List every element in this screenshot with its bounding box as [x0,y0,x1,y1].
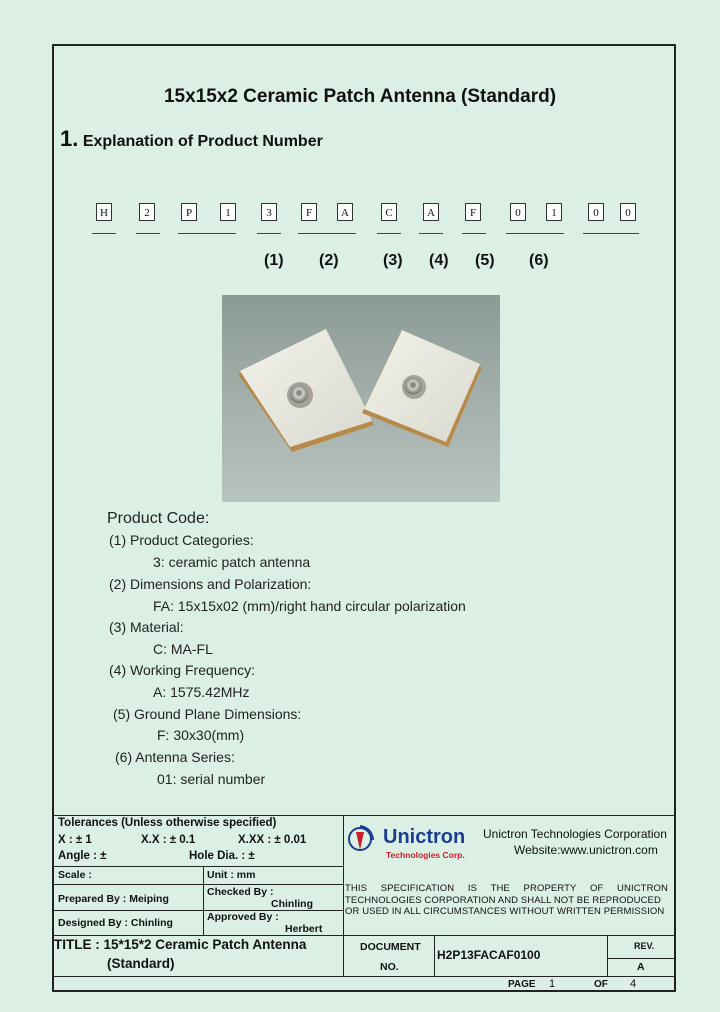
tolerances-heading: Tolerances (Unless otherwise specified) [58,817,277,829]
tolerances-cell [52,815,344,867]
underline [257,233,281,234]
product-number-char: 1 [220,203,236,221]
product-number-char: F [465,203,481,221]
document-title: 15x15x2 Ceramic Patch Antenna (Standard) [163,86,557,107]
rev-label: REV. [634,941,655,951]
underline [136,233,160,234]
tolerance-angle: Angle : ± [58,850,107,862]
document-label-cell [343,935,435,977]
antenna-photo-illustration [222,295,500,502]
spec-line-3: OR USED IN ALL CIRCUMSTANCES WITHOUT WRITTEN PERMISSION [345,906,665,917]
code-item-2-value: FA: 15x15x02 (mm)/right hand circular polarization [153,598,466,614]
unit-cell [203,866,344,885]
company-logo [346,824,376,859]
of-label: OF [594,979,608,990]
underline [419,233,443,234]
total-pages: 4 [630,978,637,990]
product-code-heading: Product Code: [107,510,210,527]
approved-by-label: Approved By : [207,911,279,923]
product-number-char: 2 [139,203,155,221]
code-item-1-label: (1) Product Categories: [109,532,254,548]
globe-icon [346,824,376,854]
rev-value: A [637,961,645,973]
underline [506,233,564,234]
rev-label-cell [607,935,676,959]
checked-cell [203,884,344,911]
product-number-char: A [423,203,439,221]
prepared-cell [52,884,204,911]
product-number-char: 0 [510,203,526,221]
underline [298,233,356,234]
product-number-char: H [96,203,112,221]
scale-label: Scale : [58,869,92,881]
title-cell [52,935,344,977]
underline [92,233,116,234]
group-label-5: (5) [475,252,495,269]
code-item-6-label: (6) Antenna Series: [115,749,235,765]
document-label: DOCUMENT [360,941,421,953]
tolerance-xx: X.X : ± 0.1 [141,834,196,846]
group-label-6: (6) [529,252,549,269]
code-item-3-value: C: MA-FL [153,641,213,657]
underline [377,233,401,234]
prepared-by: Prepared By : Meiping [58,893,169,905]
code-item-2-label: (2) Dimensions and Polarization: [109,576,312,592]
approved-by-name: Herbert [285,923,323,935]
product-number-char: 3 [261,203,277,221]
section-heading [60,126,323,152]
product-number-char: 0 [620,203,636,221]
title-block-divider [343,815,344,885]
code-item-4-label: (4) Working Frequency: [109,662,256,678]
logo-subtext: Technologies Corp. [386,850,465,860]
page-label: PAGE [508,979,536,990]
group-label-4: (4) [429,252,449,269]
product-number-char: 1 [546,203,562,221]
drawing-title-2: (Standard) [107,956,175,971]
underline [178,233,236,234]
spec-line-2: TECHNOLOGIES CORPORATION AND SHALL NOT BE REPRODUCED [345,894,661,906]
section-number: 1. [60,126,79,151]
product-number-char: F [301,203,317,221]
code-item-5-label: (5) Ground Plane Dimensions: [113,706,302,722]
checked-by-name: Chinling [271,898,313,910]
logo-text: Unictron [383,826,466,848]
underline [462,233,486,234]
tolerance-x: X : ± 1 [58,834,92,846]
designed-cell [52,910,204,936]
product-number-char: A [337,203,353,221]
designed-by: Designed By : Chinling [58,917,173,929]
group-label-1: (1) [264,252,284,269]
code-item-3-label: (3) Material: [109,619,184,635]
group-label-2: (2) [319,252,339,269]
no-label: NO. [380,961,399,973]
unit-label: Unit : mm [207,869,256,881]
underline [583,233,639,234]
tolerance-hole-dia: Hole Dia. : ± [189,850,255,862]
section-title: Explanation of Product Number [82,133,323,150]
product-number-char: P [181,203,197,221]
page-number: 1 [549,978,556,990]
checked-by-label: Checked By : [207,886,274,898]
code-item-4-value: A: 1575.42MHz [153,684,250,700]
code-item-6-value: 01: serial number [157,771,266,787]
document-number: H2P13FACAF0100 [437,948,541,962]
drawing-title: TITLE : 15*15*2 Ceramic Patch Antenna [54,937,307,952]
scale-cell [52,866,204,885]
group-label-3: (3) [383,252,403,269]
document-number-cell [434,935,608,977]
spec-notice [345,883,668,918]
code-item-1-value: 3: ceramic patch antenna [153,554,311,570]
product-number-char: 0 [588,203,604,221]
product-photo [222,295,500,502]
code-item-5-value: F: 30x30(mm) [157,727,245,743]
spec-line-1: THIS SPECIFICATION IS THE PROPERTY OF UNICTRON [345,883,668,894]
company-name: Unictron Technologies Corporation [483,827,667,841]
tolerance-xxx: X.XX : ± 0.01 [238,834,307,846]
approved-cell [203,910,344,936]
rev-value-cell [607,958,676,977]
company-website: Website:www.unictron.com [514,843,658,857]
product-number-char: C [381,203,397,221]
